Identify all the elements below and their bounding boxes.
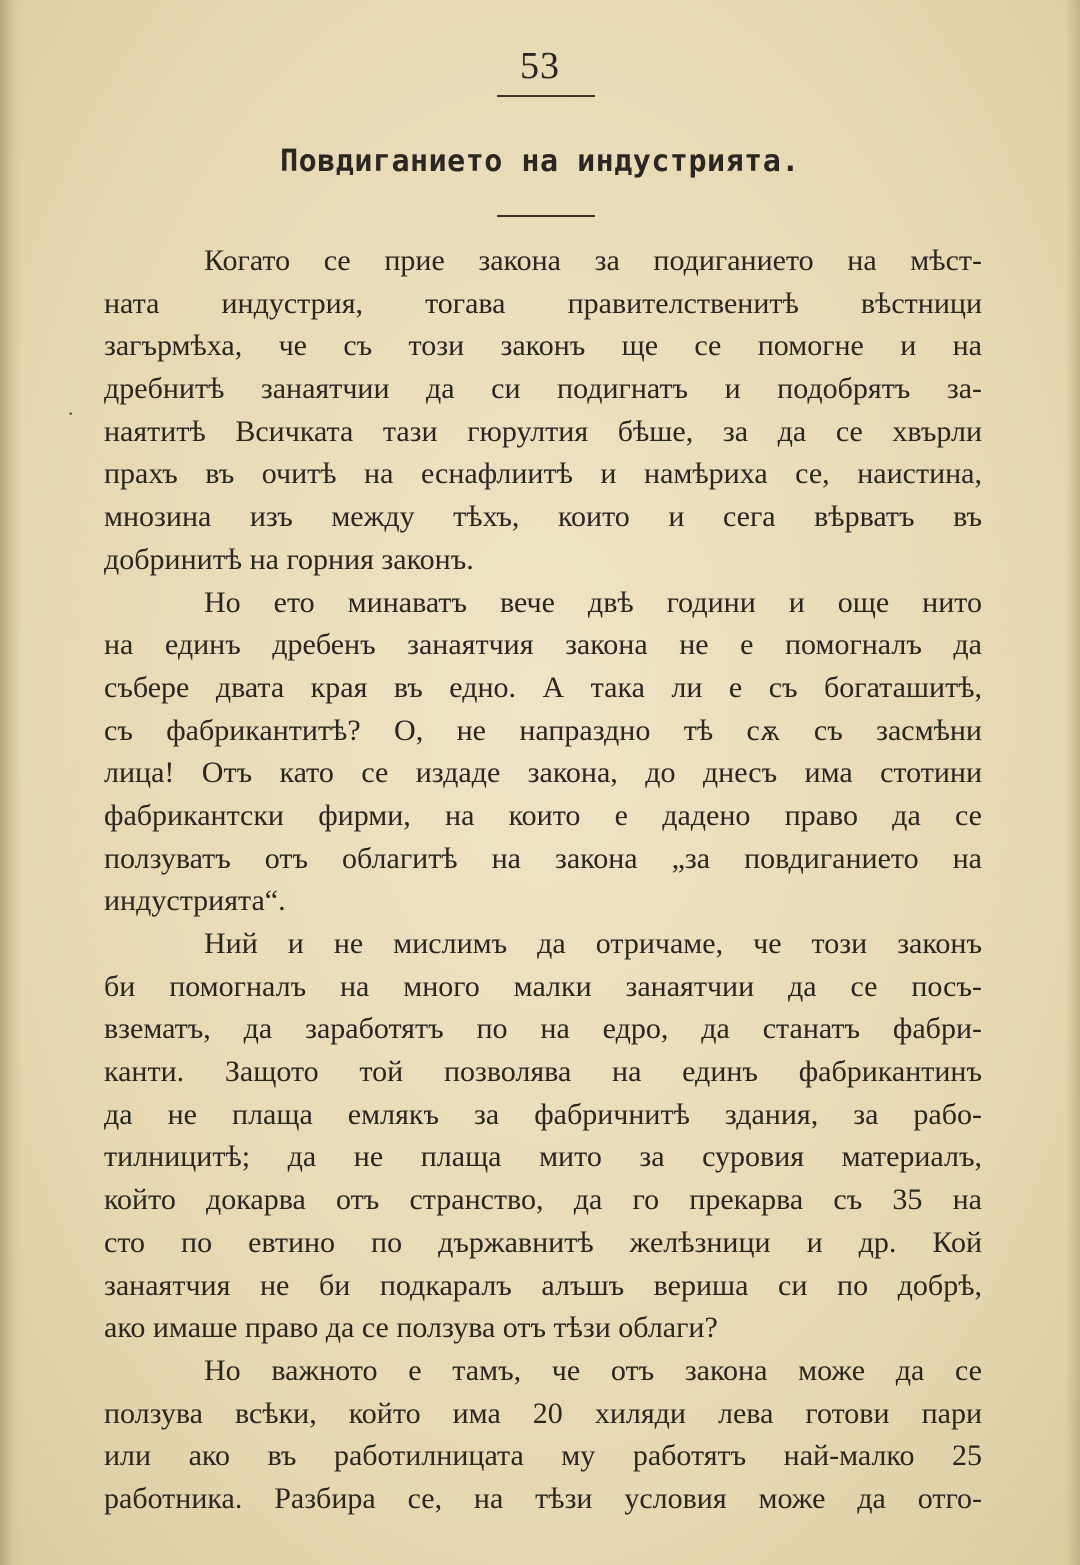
text-line: който докарва отъ странство, да го прекарва съ 35 на <box>104 1183 982 1217</box>
body-text <box>104 240 982 1521</box>
text-line: добринитѣ на горния законъ. <box>104 542 474 576</box>
text-line: или ако въ работилницата му работятъ най-малко 25 <box>104 1439 982 1473</box>
text-line: ако имаше право да се ползува отъ тѣзи облаги? <box>104 1311 718 1345</box>
text-line: наятитѣ Всичката тази гюрултия бѣше, за да се хвърли <box>104 414 982 448</box>
text-line: Когато се прие закона за подиганието на мѣст- <box>204 244 982 277</box>
text-line: би помогналъ на много малки занаятчии да се посъ- <box>104 969 982 1003</box>
heading-rule <box>497 215 595 217</box>
text-line: на единъ дребенъ занаятчия закона не е помогналъ да <box>104 628 982 662</box>
text-line: събере двата края въ едно. А така ли е съ богаташитѣ, <box>104 670 982 704</box>
text-line: Ний и не мислимъ да отричаме, че този законъ <box>204 927 982 960</box>
text-line: занаятчия не би подкаралъ алъшъ вериша си по добрѣ, <box>104 1268 982 1302</box>
text-line: работника. Разбира се, на тѣзи условия може да отго- <box>104 1481 982 1515</box>
text-line: Но важното е тамъ, че отъ закона може да се <box>204 1353 982 1387</box>
text-line: Но ето минаватъ вече двѣ години и още нито <box>204 585 982 619</box>
text-line: сто по евтино по държавнитѣ желѣзници и др. Кой <box>104 1225 982 1259</box>
text-line: взематъ, да заработятъ по на едро, да станатъ фабри- <box>104 1012 982 1046</box>
page-number-rule <box>497 95 595 97</box>
text-line: ползуватъ отъ облагитѣ на закона „за повдиганието на <box>104 841 982 875</box>
margin-mark: · <box>67 401 75 426</box>
chapter-heading: Повдиганието на индустрията. <box>280 144 800 179</box>
text-line: да не плаща емлякъ за фабричнитѣ здания, за рабо- <box>104 1097 982 1131</box>
page-number: 53 <box>520 45 560 87</box>
text-line: мнозина изъ между тѣхъ, които и сега вѣрватъ въ <box>104 500 982 534</box>
text-line: канти. Защото той позволява на единъ фабрикантинъ <box>104 1055 982 1089</box>
text-line: ползува всѣки, който има 20 хиляди лева готови пари <box>104 1396 982 1430</box>
text-line: ната индустрия, тогава правителственитѣ вѣстници <box>104 286 982 320</box>
text-line: дребнитѣ занаятчии да си подигнатъ и подобрятъ за- <box>104 372 982 406</box>
text-line: съ фабрикантитѣ? О, не напраздно тѣ сѫ съ засмѣни <box>104 713 982 747</box>
text-line: лица! Отъ като се издаде закона, до днесъ има стотини <box>104 756 982 790</box>
page-edge-left <box>0 0 22 1565</box>
page-edge-right <box>1066 0 1080 1565</box>
text-line: индустрията“. <box>104 884 286 918</box>
text-line: прахъ въ очитѣ на еснафлиитѣ и намѣриха се, наистина, <box>104 457 982 491</box>
text-line: загърмѣха, че съ този законъ ще се помогне и на <box>104 329 982 363</box>
text-line: тилницитѣ; да не плаща мито за суровия материалъ, <box>104 1140 982 1174</box>
text-line: фабрикантски фирми, на които е дадено право да се <box>104 798 982 832</box>
